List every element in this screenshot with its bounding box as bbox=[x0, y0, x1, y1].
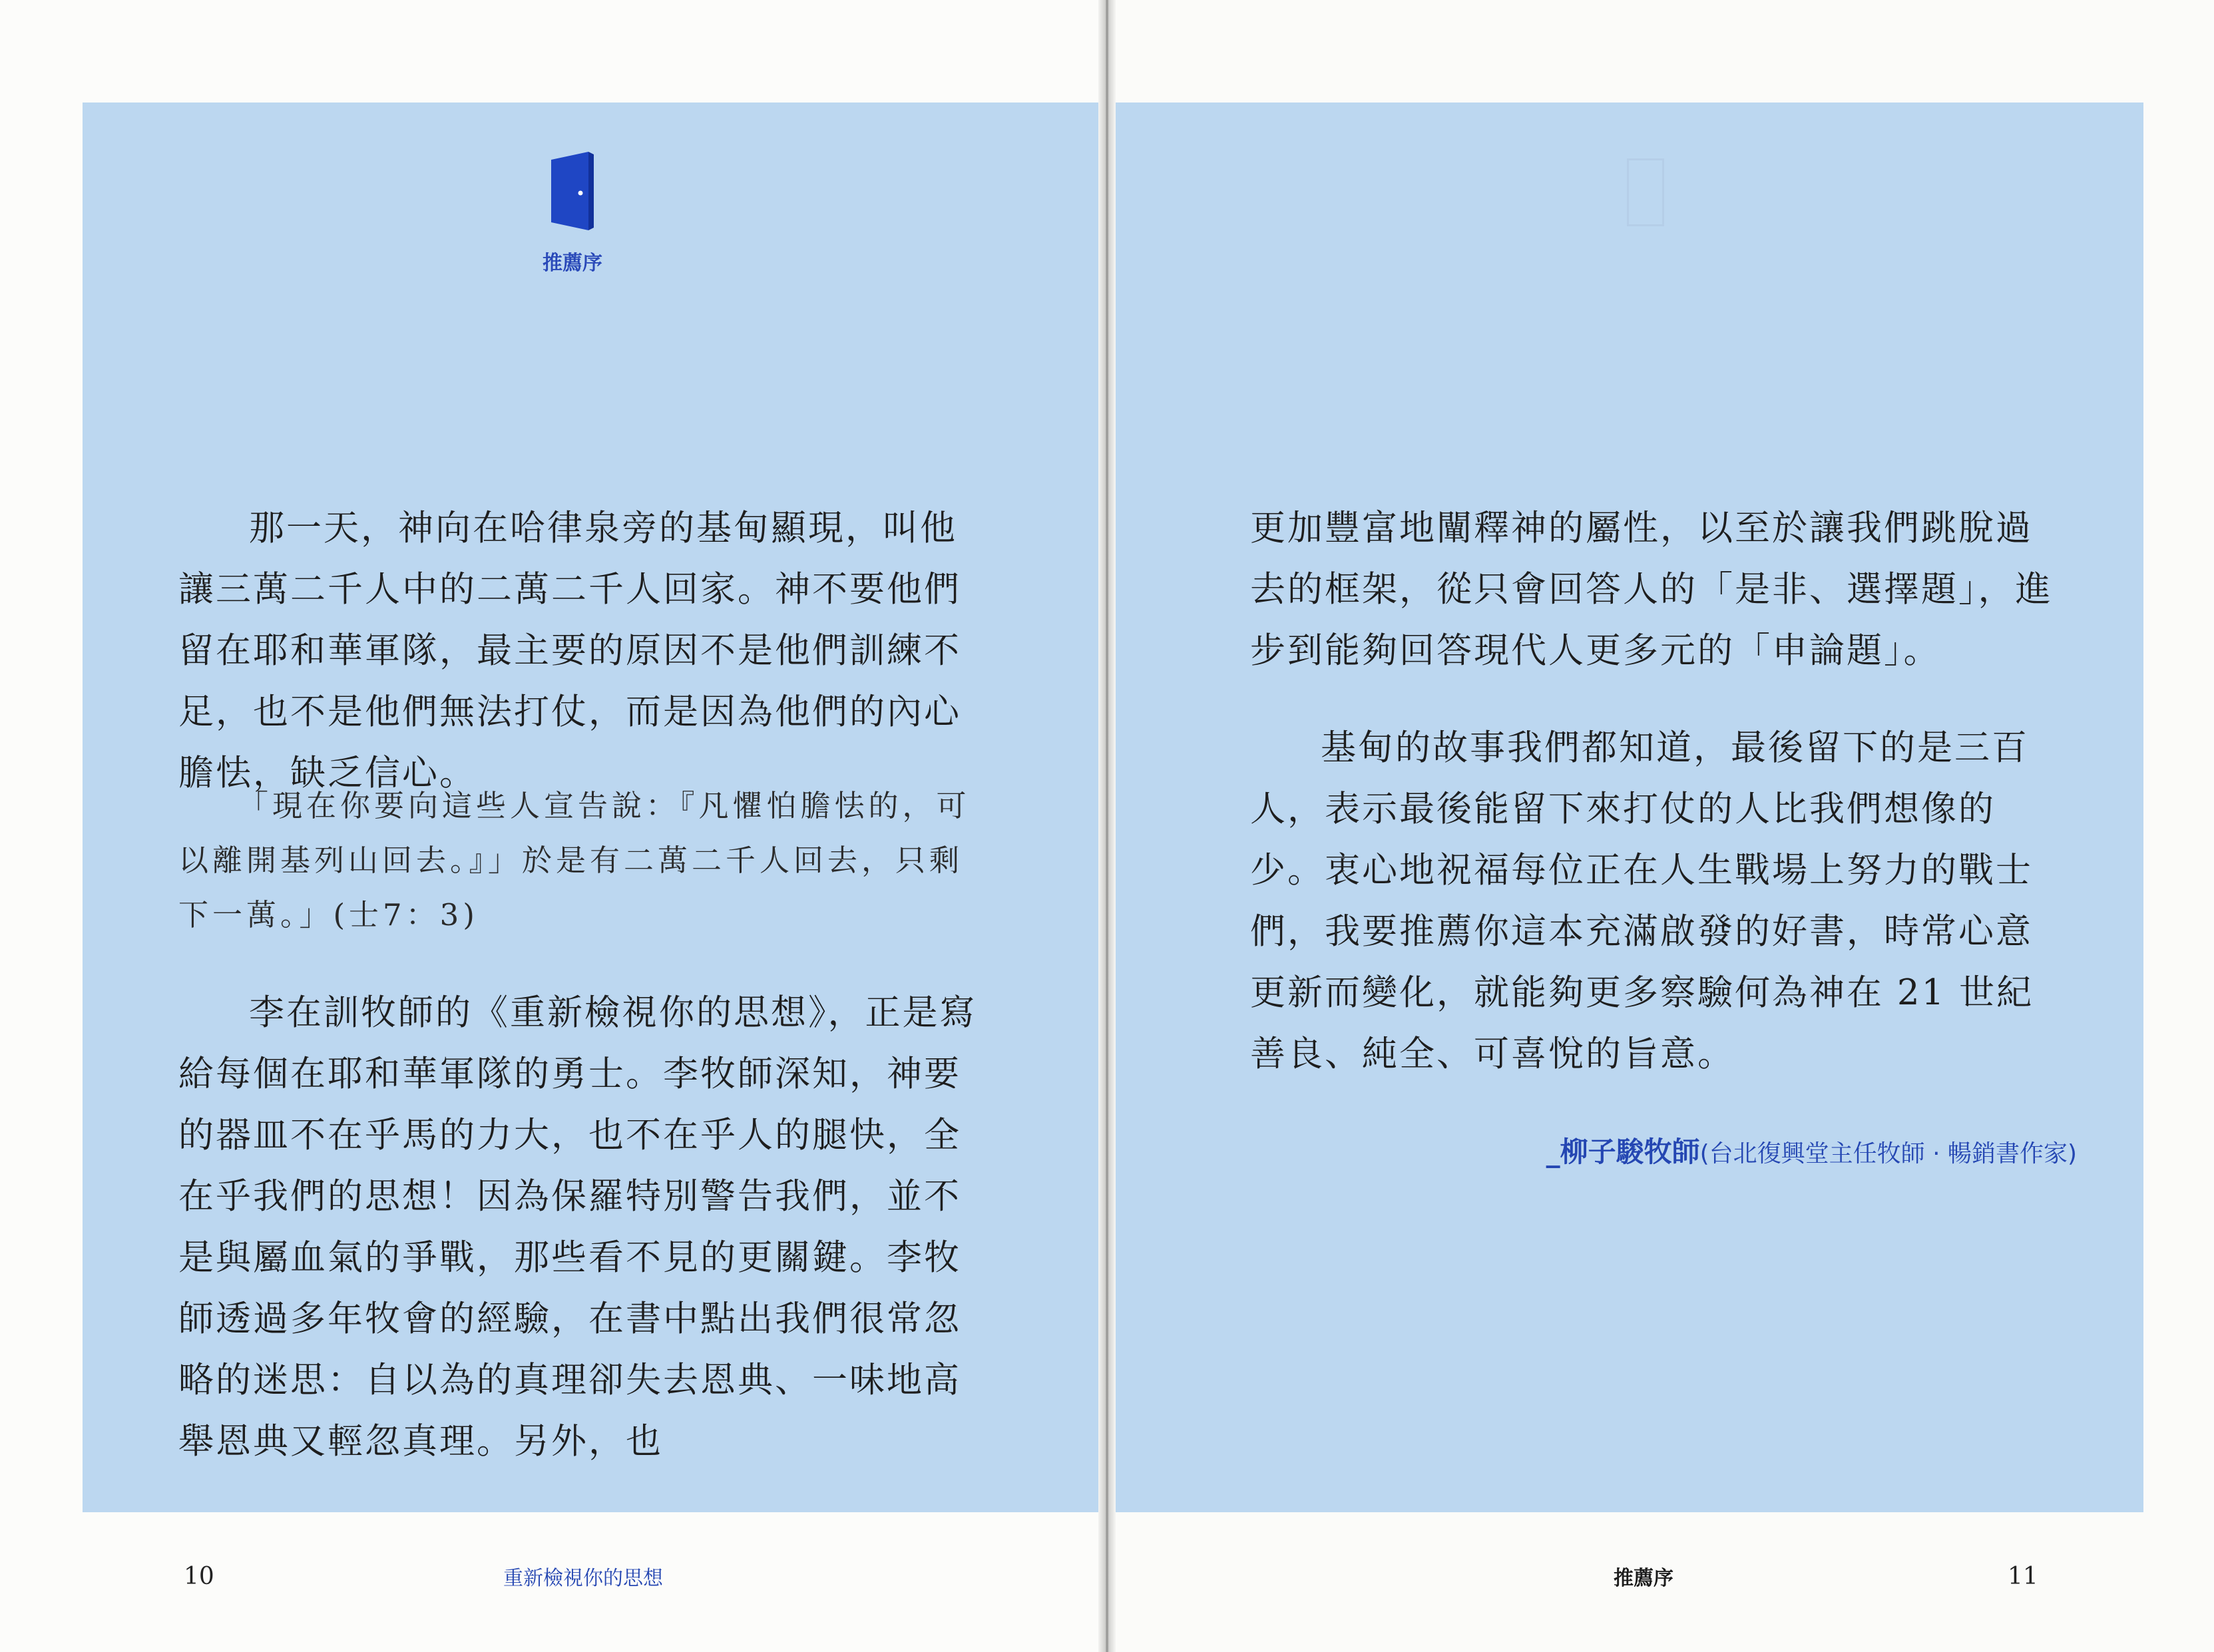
scripture-quote: 「現在你要向這些人宣告說：『凡懼怕膽怯的，可以離開基列山回去。』」於是有二萬二千人回去，只剩下一萬。」(士7：3) bbox=[178, 788, 971, 932]
left-page-number: 10 bbox=[184, 1563, 214, 1590]
endorser-name: _柳子駿牧師 bbox=[1546, 1136, 1700, 1168]
door-icon bbox=[549, 152, 594, 230]
left-paragraph-2: 李在訓牧師的《重新檢視你的思想》，正是寫給每個在耶和華軍隊的勇士。李牧師深知，神要的器皿不在乎馬的力大，也不在乎人的腿快，全在乎我們的思想！因為保羅特別警告我們，並不是與屬血氣的爭戰，那些看不見的更關鍵。李牧師透過多年牧會的經驗，在書中點出我們很常忽略的迷思：自以為的真理卻失去恩典、一味地高舉恩典又輕忽真理。另外，也 bbox=[178, 992, 977, 1462]
book-gutter bbox=[1098, 0, 1116, 1652]
left-paragraph-1: 那一天，神向在哈律泉旁的基甸顯現，叫他讓三萬二千人中的二萬二千人回家。神不要他們留在耶和華軍隊，最主要的原因不是他們訓練不足，也不是他們無法打仗，而是因為他們的內心膽怯，缺乏信心。 bbox=[178, 508, 961, 793]
right-paragraph-2-block bbox=[1250, 718, 2062, 1085]
right-paragraph-1-block bbox=[1250, 498, 2062, 682]
left-running-head: 重新檢視你的思想 bbox=[503, 1567, 663, 1590]
left-paragraph-2-block bbox=[178, 982, 977, 1472]
show-through-door-icon bbox=[1627, 158, 1664, 226]
endorser-title: (台北復興堂主任牧師 · 暢銷書作家) bbox=[1699, 1140, 2077, 1167]
endorser-signature bbox=[1438, 1130, 2077, 1170]
right-running-head: 推薦序 bbox=[1614, 1567, 1673, 1590]
left-paragraph-1-block bbox=[178, 498, 977, 804]
right-paragraph-2: 基甸的故事我們都知道，最後留下的是三百人，表示最後能留下來打仗的人比我們想像的少。衷心地祝福每位正在人生戰場上努力的戰士們，我要推薦你這本充滿啟發的好書，時常心意更新而變化，就能夠更多察驗何為神在 21 世紀善良、純全、可喜悅的旨意。 bbox=[1250, 727, 2034, 1074]
right-paragraph-1: 更加豐富地闡釋神的屬性，以至於讓我們跳脫過去的框架，從只會回答人的「是非、選擇題」，進步到能夠回答現代人更多元的「申論題」。 bbox=[1250, 508, 2053, 671]
right-page-number: 11 bbox=[2008, 1563, 2038, 1590]
chapter-label: 推薦序 bbox=[543, 252, 602, 275]
